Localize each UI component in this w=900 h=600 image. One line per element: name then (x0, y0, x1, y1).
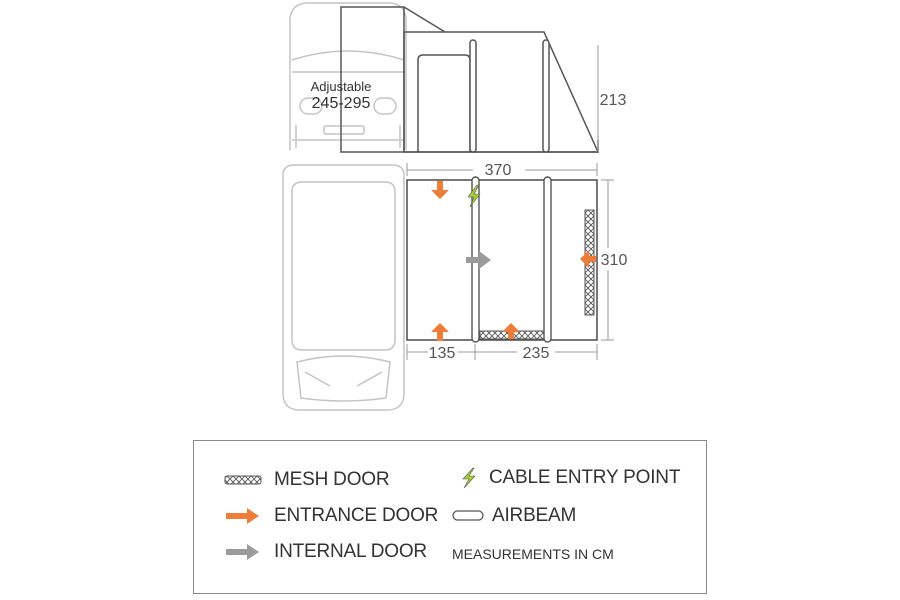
vehicle-top-view (283, 165, 404, 410)
airbeam-icon (452, 508, 484, 524)
adjustable-label: Adjustable (310, 79, 372, 94)
awning-floor-outline (407, 177, 597, 342)
height-range-label: 245-295 (311, 95, 371, 112)
mesh-door-icon (224, 473, 262, 487)
legend-airbeam (452, 505, 576, 527)
section-right-label: 235 (522, 345, 550, 362)
awning-side-outline (341, 7, 598, 152)
side-view (290, 3, 626, 152)
legend-internal-door-label: INTERNAL DOOR (274, 541, 427, 562)
legend-cable-entry-label: CABLE ENTRY POINT (489, 467, 681, 488)
legend-cable-entry (459, 467, 680, 489)
grey-arrow-icon (224, 543, 262, 561)
height-label: 213 (599, 92, 627, 109)
section-left-label: 135 (428, 345, 456, 362)
legend-mesh-door (224, 469, 389, 491)
entrance-door-arrow-bottom-left (431, 323, 449, 341)
measurements-note: MEASUREMENTS IN CM (452, 546, 614, 562)
legend-internal-door (224, 541, 427, 563)
legend-entrance-door-label: ENTRANCE DOOR (274, 505, 439, 526)
width-label: 310 (600, 252, 628, 269)
airbeam-right (544, 177, 551, 342)
length-label: 370 (484, 162, 512, 179)
legend-airbeam-label: AIRBEAM (492, 505, 577, 526)
legend-entrance-door (224, 505, 438, 527)
vehicle-front-view (290, 3, 406, 150)
lightning-icon (459, 467, 479, 489)
entrance-door-arrow-top (431, 181, 449, 199)
legend-mesh-door-label: MESH DOOR (274, 469, 390, 490)
legend-box (193, 440, 707, 594)
orange-arrow-icon (224, 507, 262, 525)
floor-plan (283, 162, 627, 410)
